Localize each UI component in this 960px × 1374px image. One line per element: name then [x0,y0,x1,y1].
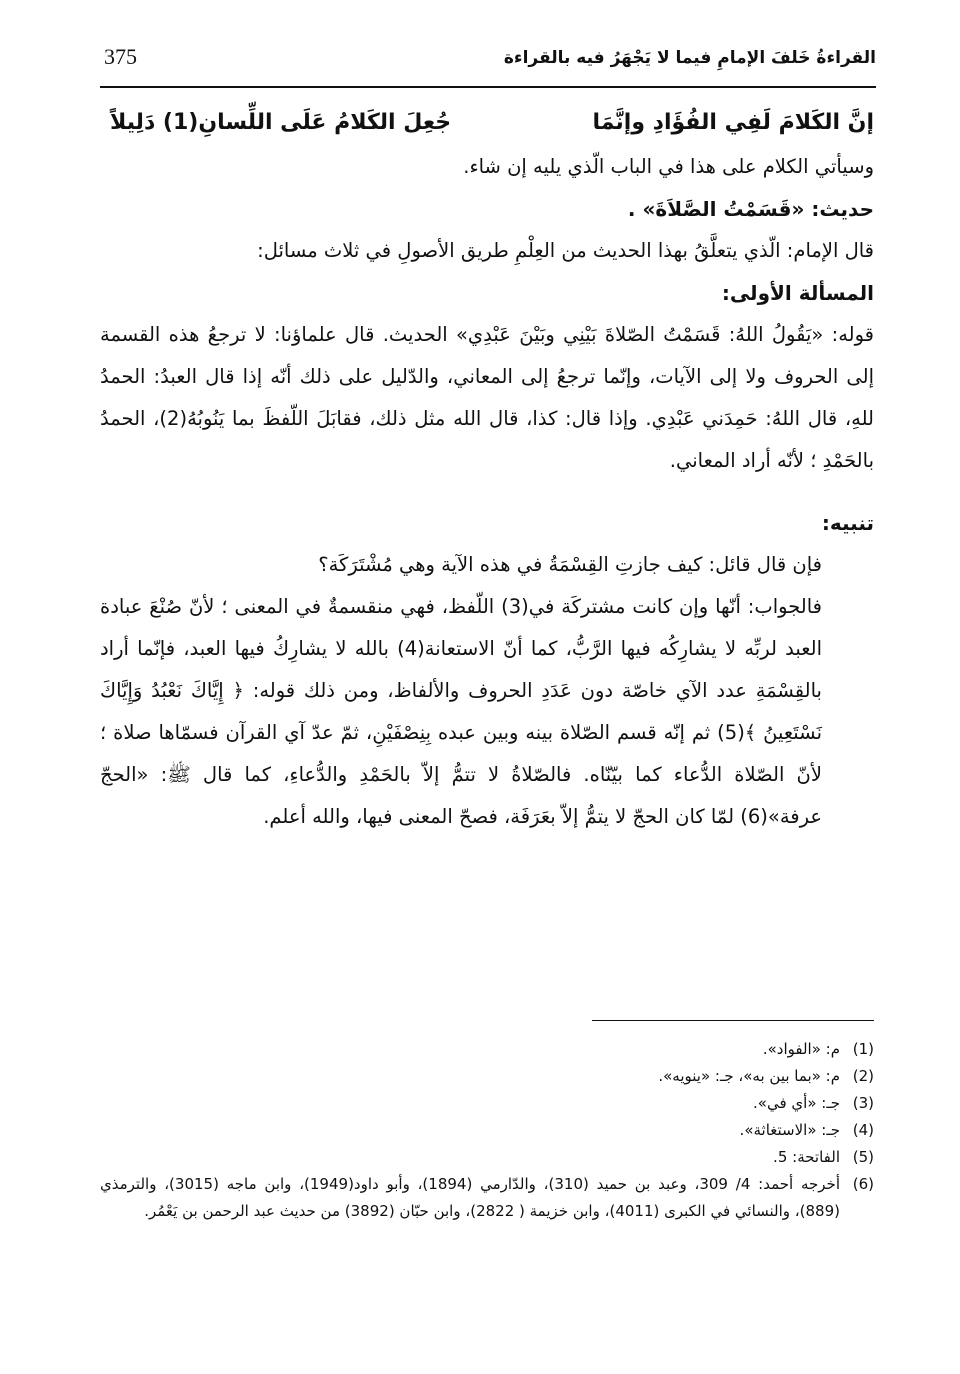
footnote-number: (4) [852,1121,874,1139]
paragraph-3: قوله: «يَقُولُ اللهُ: قَسَمْتُ الصّلاةَ بَيْنِي وبَيْنَ عَبْدِي» الحديث. قال علماؤنا: لا ترجعُ هذه القسمة إلى الحروف ولا إلى الآيات، وإنّما ترجعُ إلى المعاني، والدّليل على ذلك أنّه إذا قال العبدُ: الحمدُ للهِ، قال اللهُ: حَمِدَني عَبْدِي. وإذا قال: كذا، قال الله مثل ذلك، فقابَلَ اللّفظَ بما يَنُوبُهُ(2)، الحمدُ بالحَمْدِ ؛ لأنّه أراد المعاني. [100,323,874,472]
footnote [100,1090,874,1117]
page-number: 375 [104,44,137,69]
footnote-text: أخرجه أحمد: 4/ 309، وعبد بن حميد (310)، والدّارمي (1894)، وأبو داود(1949)، وابن ماجه (3015)، والترمذي (889)، والنسائي في الكبرى (4011)، وابن خزيمة ( 2822)، وابن حبّان (3892) من حديث عبد الرحمن بن يَعْمُر. [100,1175,840,1220]
paragraph-5: فالجواب: أنّها وإن كانت مشتركَة في(3) اللّفظ، فهي منقسمةٌ في المعنى ؛ لأنّ صُنْعَ عبادة العبد لربِّه لا يشارِكُه فيها الرَّبُّ، كما أنّ الاستعانة(4) بالله لا يشارِكُ فيها العبد، فإنّما أراد بالقِسْمَةِ عدد الآي خاصّة دون عَدَدِ الحروف والألفاظ، ومن ذلك قوله: ﴿ إِيَّاكَ نَعْبُدُ وَإِيَّاكَ نَسْتَعِينُ ﴾(5) ثم إنّه قسم الصّلاة بينه وبين عبده بِنِصْفَيْنِ، ثمّ عدّ آي القرآن فسمّاها صلاة ؛ لأنّ الصّلاة الدُّعاء كما بيّنّاه. فالصّلاةُ لا تتمُّ إلاّ بالحَمْدِ والدُّعاءِ، كما قال ﷺ: «الحجّ عرفة»(6) لمّا كان الحجّ لا يتمُّ إلاّ بعَرَفَة، فصحّ المعنى فيها، والله أعلم. [100,595,823,828]
footnote-number: (5) [852,1148,874,1166]
footnote-number: (1) [852,1040,874,1058]
verse-left-hemistich: جُعِلَ الكَلامُ عَلَى اللِّسانِ(1) دَلِيلاً [110,110,452,135]
footnote [100,1036,874,1063]
verse-line [100,100,874,146]
footnote [100,1063,874,1090]
footnote [100,1144,874,1171]
paragraph-4: فإن قال قائل: كيف جازتِ القِسْمَةُ في هذه الآية وهي مُشْتَرَكَة؟ [318,553,822,576]
footnote [100,1117,874,1144]
first-issue-heading: المسألة الأولى: [721,281,874,305]
verse-right-hemistich: إنَّ الكَلامَ لَفِي الفُؤَادِ وإنَّمَا [592,110,874,135]
footnote-number: (2) [852,1067,874,1085]
footnote-text: جـ: «أي في». [753,1094,840,1112]
running-header: القراءةُ خَلفَ الإمامِ فيما لا يَجْهَرُ فيه بالقراءة [503,48,876,68]
footnote-text: الفاتحة: 5. [773,1148,840,1166]
paragraph-2: قال الإمام: الّذي يتعلَّقُ بهذا الحديث من العِلْمِ طريق الأصولِ في ثلاث مسائل: [257,239,874,262]
footnote-text: م: «بما بين به»، جـ: «ينويه». [658,1067,840,1085]
footnote-text: جـ: «الاستغاثة». [739,1121,840,1139]
notice-heading: تنبيه: [821,511,874,535]
footnote-number: (6) [852,1175,874,1193]
footnote-rule [592,1020,874,1021]
footnote-text: م: «الفواد». [762,1040,840,1058]
paragraph-1: وسيأتي الكلام على هذا في الباب الّذي يليه إن شاء. [463,155,874,178]
hadith-label: حديث: «قَسَمْتُ الصَّلاَةَ» . [627,197,874,221]
header-rule [100,86,876,88]
main-text [100,100,874,838]
footnote-number: (3) [852,1094,874,1112]
footnotes [100,1036,874,1225]
footnote [100,1171,874,1225]
